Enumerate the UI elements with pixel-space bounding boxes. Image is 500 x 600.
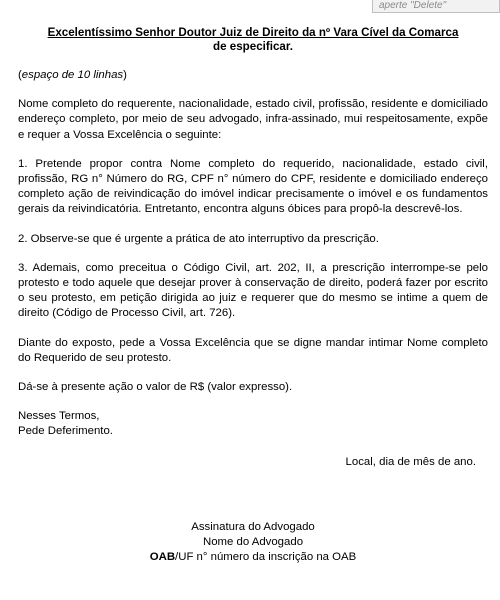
delete-hint-box: aperte "Delete" xyxy=(372,0,500,13)
signature-block xyxy=(18,520,488,566)
spacing-note xyxy=(18,68,488,83)
paragraph-item-3: 3. Ademais, como preceitua o Código Civil, art. 202, II, a prescrição interrompe-se pelo protesto e todo aquele que desejar prover à conservação de direito, poderá fazer por escrito o seu protesto, em petição dirigida ao juiz e requerer que do mesmo se intime a quem de direito (Código de Processo Civil, art. 726). xyxy=(18,261,488,320)
paragraph-item-1: 1. Pretende propor contra Nome completo do requerido, nacionalidade, estado civil, profissão, RG n° Número do RG, CPF n° número do CPF, residente e domiciliado endereço completo ação de reivindicação do imóvel indicar precisamente o imóvel e os fundamentos gerais da reivindicatória. Entretanto, encontra alguns óbices para propô-la descrevê-los. xyxy=(18,157,488,216)
oab-number-text: /UF n° número da inscrição na OAB xyxy=(175,551,357,564)
title-line-2: de especificar. xyxy=(213,40,293,53)
signature-line-3 xyxy=(18,550,488,565)
spacing-note-text: espaço de 10 linhas xyxy=(21,69,124,81)
paragraph-intro: Nome completo do requerente, nacionalidade, estado civil, profissão, residente e domiciliado endereço completo, por meio de seu advogado, infra-assinado, mui respeitosamente, expõe e requer a Vossa Excelência o seguinte: xyxy=(18,98,488,141)
spacing-note-close: ) xyxy=(123,69,127,81)
signature-line-1: Assinatura do Advogado xyxy=(191,520,315,533)
paragraph-request: Diante do exposto, pede a Vossa Excelência que se digne mandar intimar Nome completo do Requerido de seu protesto. xyxy=(18,336,488,364)
closing-line-1: Nesses Termos, xyxy=(18,410,100,423)
closing-block xyxy=(18,409,488,439)
oab-label: OAB xyxy=(149,551,176,564)
title-line-1: Excelentíssimo Senhor Doutor Juiz de Direito da nº Vara Cível da Comarca xyxy=(47,26,459,39)
paragraph-value: Dá-se à presente ação o valor de R$ (valor expresso). xyxy=(18,381,293,394)
place-date: Local, dia de mês de ano. xyxy=(345,455,476,468)
closing-line-2: Pede Deferimento. xyxy=(18,425,113,438)
petition-document xyxy=(18,26,488,565)
spacing-note-open: ( xyxy=(18,69,22,81)
document-title xyxy=(18,26,488,54)
paragraph-item-2: 2. Observe-se que é urgente a prática de ato interruptivo da prescrição. xyxy=(18,232,379,245)
signature-line-2: Nome do Advogado xyxy=(202,536,304,549)
